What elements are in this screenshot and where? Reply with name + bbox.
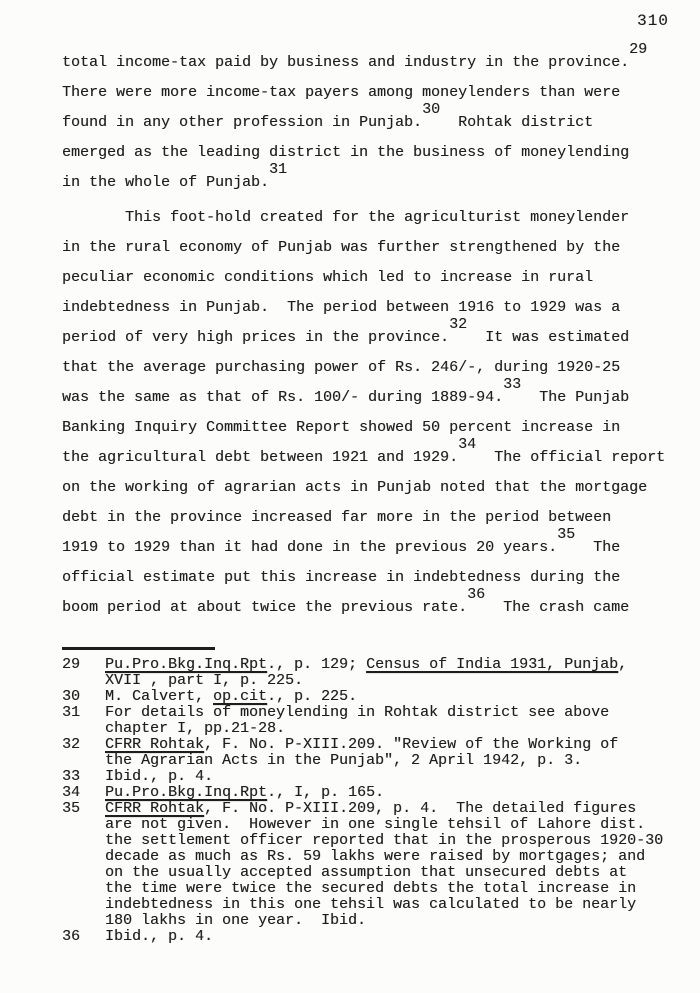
text-run: The (575, 539, 621, 556)
text-run: found in any other profession in Punjab. (62, 114, 423, 131)
text-run: emerged as the leading district in the business of moneylending (62, 144, 630, 161)
body-line (62, 473, 677, 503)
footnote-line (105, 721, 677, 737)
body-line (62, 413, 677, 443)
text-run: The official report (476, 449, 666, 466)
text-run: Ibid., p. 4. (105, 768, 214, 785)
footnote-ref: 29 (629, 41, 648, 58)
footnote-text (105, 769, 677, 785)
underlined-text-run: CFRR Rohtak (105, 800, 205, 817)
text-run: For details of moneylending in Rohtak district see above (105, 704, 610, 721)
text-run: ., p. 129; (267, 656, 367, 673)
body-line (62, 101, 677, 138)
text-run: Rohtak district (440, 114, 594, 131)
footnote-line (105, 689, 677, 705)
footnote-line (105, 769, 677, 785)
paragraph (62, 41, 677, 198)
footnote-line (105, 785, 677, 801)
footnote (62, 801, 677, 929)
body-line (62, 138, 677, 168)
footnote-line (105, 881, 677, 897)
text-run: the time were twice the secured debts the total increase in (105, 880, 637, 897)
body-line (62, 503, 677, 533)
footnote-number: 31 (62, 704, 81, 721)
footnote-line (105, 705, 677, 721)
footnote-line (105, 929, 677, 945)
text-run: ., p. 225. (267, 688, 358, 705)
footnotes (62, 657, 677, 945)
footnote-text (105, 657, 677, 689)
body-line (62, 161, 677, 198)
footnote-line (105, 897, 677, 913)
footnote-text (105, 929, 677, 945)
text-run: This foot-hold created for the agriculturist moneylender (125, 209, 630, 226)
underlined-text-run: Pu.Pro.Bkg.Inq.Rpt (105, 784, 268, 801)
body-line (62, 203, 677, 233)
underlined-text-run: Pu.Pro.Bkg.Inq.Rpt (105, 656, 268, 673)
footnote-separator (62, 647, 215, 650)
footnote (62, 689, 677, 705)
footnote (62, 737, 677, 769)
footnote-ref: 36 (467, 586, 486, 603)
footnote (62, 785, 677, 801)
text-run: It was estimated (467, 329, 630, 346)
footnote-line (105, 801, 677, 817)
text-run: period of very high prices in the province. (62, 329, 450, 346)
text-run: , F. No. P-XIII.209. "Review of the Working of (204, 736, 619, 753)
text-run: Banking Inquiry Committee Report showed 50 percent increase in (62, 419, 621, 436)
text-run: chapter I, pp.21-28. (105, 720, 286, 737)
text-run: , F. No. P-XIII.209, p. 4. The detailed figures (204, 800, 637, 817)
footnote (62, 705, 677, 737)
text-run: The Punjab (521, 389, 630, 406)
body-line (62, 436, 677, 473)
text-run: XVII , part I, p. 225. (105, 672, 304, 689)
footnote-ref: 32 (449, 316, 468, 333)
footnote-ref: 35 (557, 526, 576, 543)
footnote-line (105, 753, 677, 769)
text-run: debt in the province increased far more in the period between (62, 509, 612, 526)
text-run: There were more income-tax payers among moneylenders than were (62, 84, 621, 101)
body-line (62, 263, 677, 293)
footnote-number: 36 (62, 928, 81, 945)
text-run: the Agrarian Acts in the Punjab", 2 April 1942, p. 3. (105, 752, 583, 769)
body-line (62, 586, 677, 623)
body-line (62, 41, 677, 78)
text-run: total income-tax paid by business and industry in the province. (62, 54, 630, 71)
footnote-ref: 30 (422, 101, 441, 118)
footnote-number: 30 (62, 688, 81, 705)
body-line (62, 376, 677, 413)
footnote-line (105, 737, 677, 753)
text-run: on the usually accepted assumption that unsecured debts at (105, 864, 628, 881)
text-run: was the same as that of Rs. 100/- during 1889-94. (62, 389, 504, 406)
footnote-ref: 33 (503, 376, 522, 393)
body-line (62, 293, 677, 323)
text-run: The crash came (485, 599, 630, 616)
text-run: peculiar economic conditions which led to increase in rural (62, 269, 594, 286)
underlined-text-run: CFRR Rohtak (105, 736, 205, 753)
footnote-line (105, 913, 677, 929)
underlined-text-run: op.cit (213, 688, 268, 705)
text-run: 180 lakhs in one year. Ibid. (105, 912, 367, 929)
text-run: , (618, 656, 628, 673)
footnote-text (105, 689, 677, 705)
underlined-text-run: Census of India 1931, Punjab (366, 656, 619, 673)
footnote-number: 34 (62, 784, 81, 801)
text-run: ., I, p. 165. (267, 784, 385, 801)
footnote-line (105, 833, 677, 849)
footnote-number: 35 (62, 800, 81, 817)
text-run: decade as much as Rs. 59 lakhs were raised by mortgages; and (105, 848, 646, 865)
footnote-line (105, 817, 677, 833)
footnote-text (105, 737, 677, 769)
page-number: 310 (637, 12, 669, 30)
text-run: boom period at about twice the previous rate. (62, 599, 468, 616)
footnote-ref: 34 (458, 436, 477, 453)
footnote (62, 769, 677, 785)
text-run: are not given. However in one single tehsil of Lahore dist. (105, 816, 646, 833)
text-run: that the average purchasing power of Rs. 246/-, during 1920-25 (62, 359, 621, 376)
footnote-line (105, 657, 677, 673)
text-run: on the working of agrarian acts in Punjab noted that the mortgage (62, 479, 648, 496)
body-text (62, 41, 677, 623)
footnote-line (105, 673, 677, 689)
body-line (62, 563, 677, 593)
body-line (62, 353, 677, 383)
footnote-text (105, 801, 677, 929)
footnote-ref: 31 (269, 161, 288, 178)
text-run: Ibid., p. 4. (105, 928, 214, 945)
text-run: the agricultural debt between 1921 and 1929. (62, 449, 459, 466)
footnote-number: 32 (62, 736, 81, 753)
body-line (62, 526, 677, 563)
text-run: in the rural economy of Punjab was further strengthened by the (62, 239, 621, 256)
text-run: the settlement officer reported that in the prosperous 1920-30 (105, 832, 664, 849)
footnote-text (105, 705, 677, 737)
body-line (62, 316, 677, 353)
footnote-line (105, 865, 677, 881)
text-run: indebtedness in Punjab. The period between 1916 to 1929 was a (62, 299, 621, 316)
footnote-number: 29 (62, 656, 81, 673)
footnote (62, 929, 677, 945)
footnote-number: 33 (62, 768, 81, 785)
text-run: official estimate put this increase in indebtedness during the (62, 569, 621, 586)
text-run: 1919 to 1929 than it had done in the previous 20 years. (62, 539, 558, 556)
footnote-line (105, 849, 677, 865)
footnote-text (105, 785, 677, 801)
footnote (62, 657, 677, 689)
body-line (62, 233, 677, 263)
text-run: in the whole of Punjab. (62, 174, 270, 191)
body-line (62, 78, 677, 108)
paragraph (62, 203, 677, 623)
text-run: M. Calvert, (105, 688, 214, 705)
text-run: indebtedness in this one tehsil was calculated to be nearly (105, 896, 637, 913)
